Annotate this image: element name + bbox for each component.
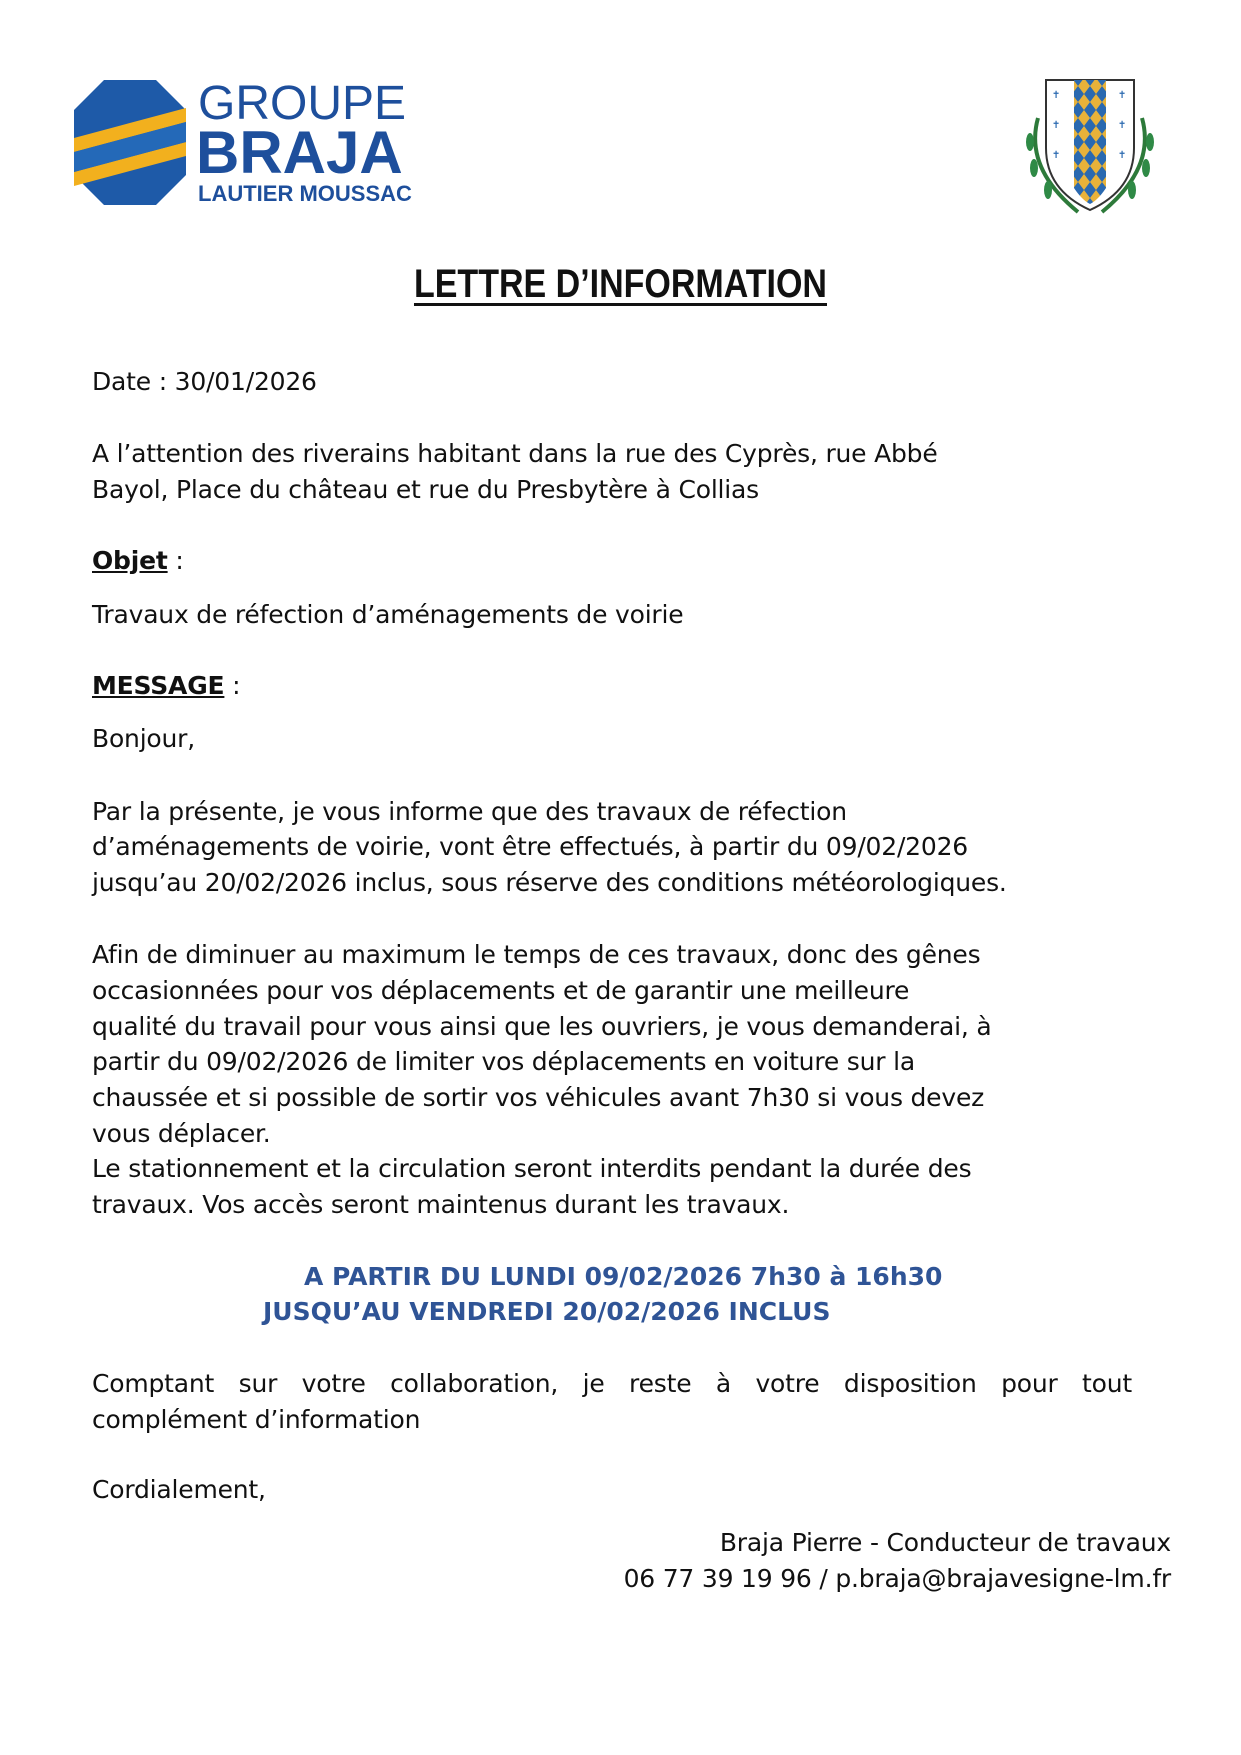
objet-colon: : xyxy=(167,546,184,575)
logo-lautier-moussac: LAUTIER MOUSSAC xyxy=(198,181,412,206)
objet-label: Objet xyxy=(92,546,168,575)
signature-contact: 06 77 39 19 96 / p.braja@brajavesigne-lm.fr xyxy=(623,1564,1171,1593)
objet-heading xyxy=(92,543,184,579)
date: Date : 30/01/2026 xyxy=(92,367,317,396)
svg-text:✝: ✝ xyxy=(1052,90,1061,101)
highlight-end: JUSQU’AU VENDREDI 20/02/2026 INCLUS xyxy=(263,1297,831,1326)
message-label: MESSAGE xyxy=(92,671,225,700)
regards: Cordialement, xyxy=(92,1475,266,1504)
attention-line-1: A l’attention des riverains habitant dans la rue des Cyprès, rue Abbé xyxy=(92,439,938,468)
svg-text:✝: ✝ xyxy=(1052,150,1061,161)
collias-coat-of-arms-icon xyxy=(1018,78,1162,216)
para2-line: Afin de diminuer au maximum le temps de ces travaux, donc des gênes xyxy=(92,940,981,969)
message-colon: : xyxy=(224,671,241,700)
groupe-braja-logo xyxy=(74,77,434,206)
para2-line: chaussée et si possible de sortir vos véhicules avant 7h30 si vous devez xyxy=(92,1083,985,1112)
para1-line: Par la présente, je vous informe que des travaux de réfection xyxy=(92,797,847,826)
para2-line: travaux. Vos accès seront maintenus durant les travaux. xyxy=(92,1190,790,1219)
braja-logo-mark-icon xyxy=(74,80,186,205)
svg-text:✝: ✝ xyxy=(1118,150,1127,161)
closing-line-2: complément d’information xyxy=(92,1405,421,1434)
highlight-start: A PARTIR DU LUNDI 09/02/2026 7h30 à 16h30 xyxy=(304,1262,943,1291)
svg-text:✝: ✝ xyxy=(1118,120,1127,131)
logo-braja: BRAJA xyxy=(196,119,403,186)
document-title: LETTRE D’INFORMATION xyxy=(413,262,827,306)
signature-name: Braja Pierre - Conducteur de travaux xyxy=(719,1528,1171,1557)
para1-line: jusqu’au 20/02/2026 inclus, sous réserve des conditions météorologiques. xyxy=(92,868,1007,897)
logo-groupe: GROUPE xyxy=(198,77,407,130)
para2-line: qualité du travail pour vous ainsi que les ouvriers, je vous demanderai, à xyxy=(92,1012,992,1041)
closing-line-1: Comptant sur votre collaboration, je reste à votre disposition pour tout xyxy=(92,1369,1132,1398)
para2-line: partir du 09/02/2026 de limiter vos déplacements en voiture sur la xyxy=(92,1047,915,1076)
svg-text:✝: ✝ xyxy=(1118,90,1127,101)
message-heading xyxy=(92,668,240,704)
para2-line: vous déplacer. xyxy=(92,1119,271,1148)
greeting: Bonjour, xyxy=(92,724,196,753)
objet-text: Travaux de réfection d’aménagements de voirie xyxy=(92,600,684,629)
svg-text:✝: ✝ xyxy=(1052,120,1061,131)
attention-line-2: Bayol, Place du château et rue du Presbytère à Collias xyxy=(92,475,759,504)
para2-line: Le stationnement et la circulation seront interdits pendant la durée des xyxy=(92,1154,972,1183)
para1-line: d’aménagements de voirie, vont être effectués, à partir du 09/02/2026 xyxy=(92,832,969,861)
para2-line: occasionnées pour vos déplacements et de garantir une meilleure xyxy=(92,976,910,1005)
